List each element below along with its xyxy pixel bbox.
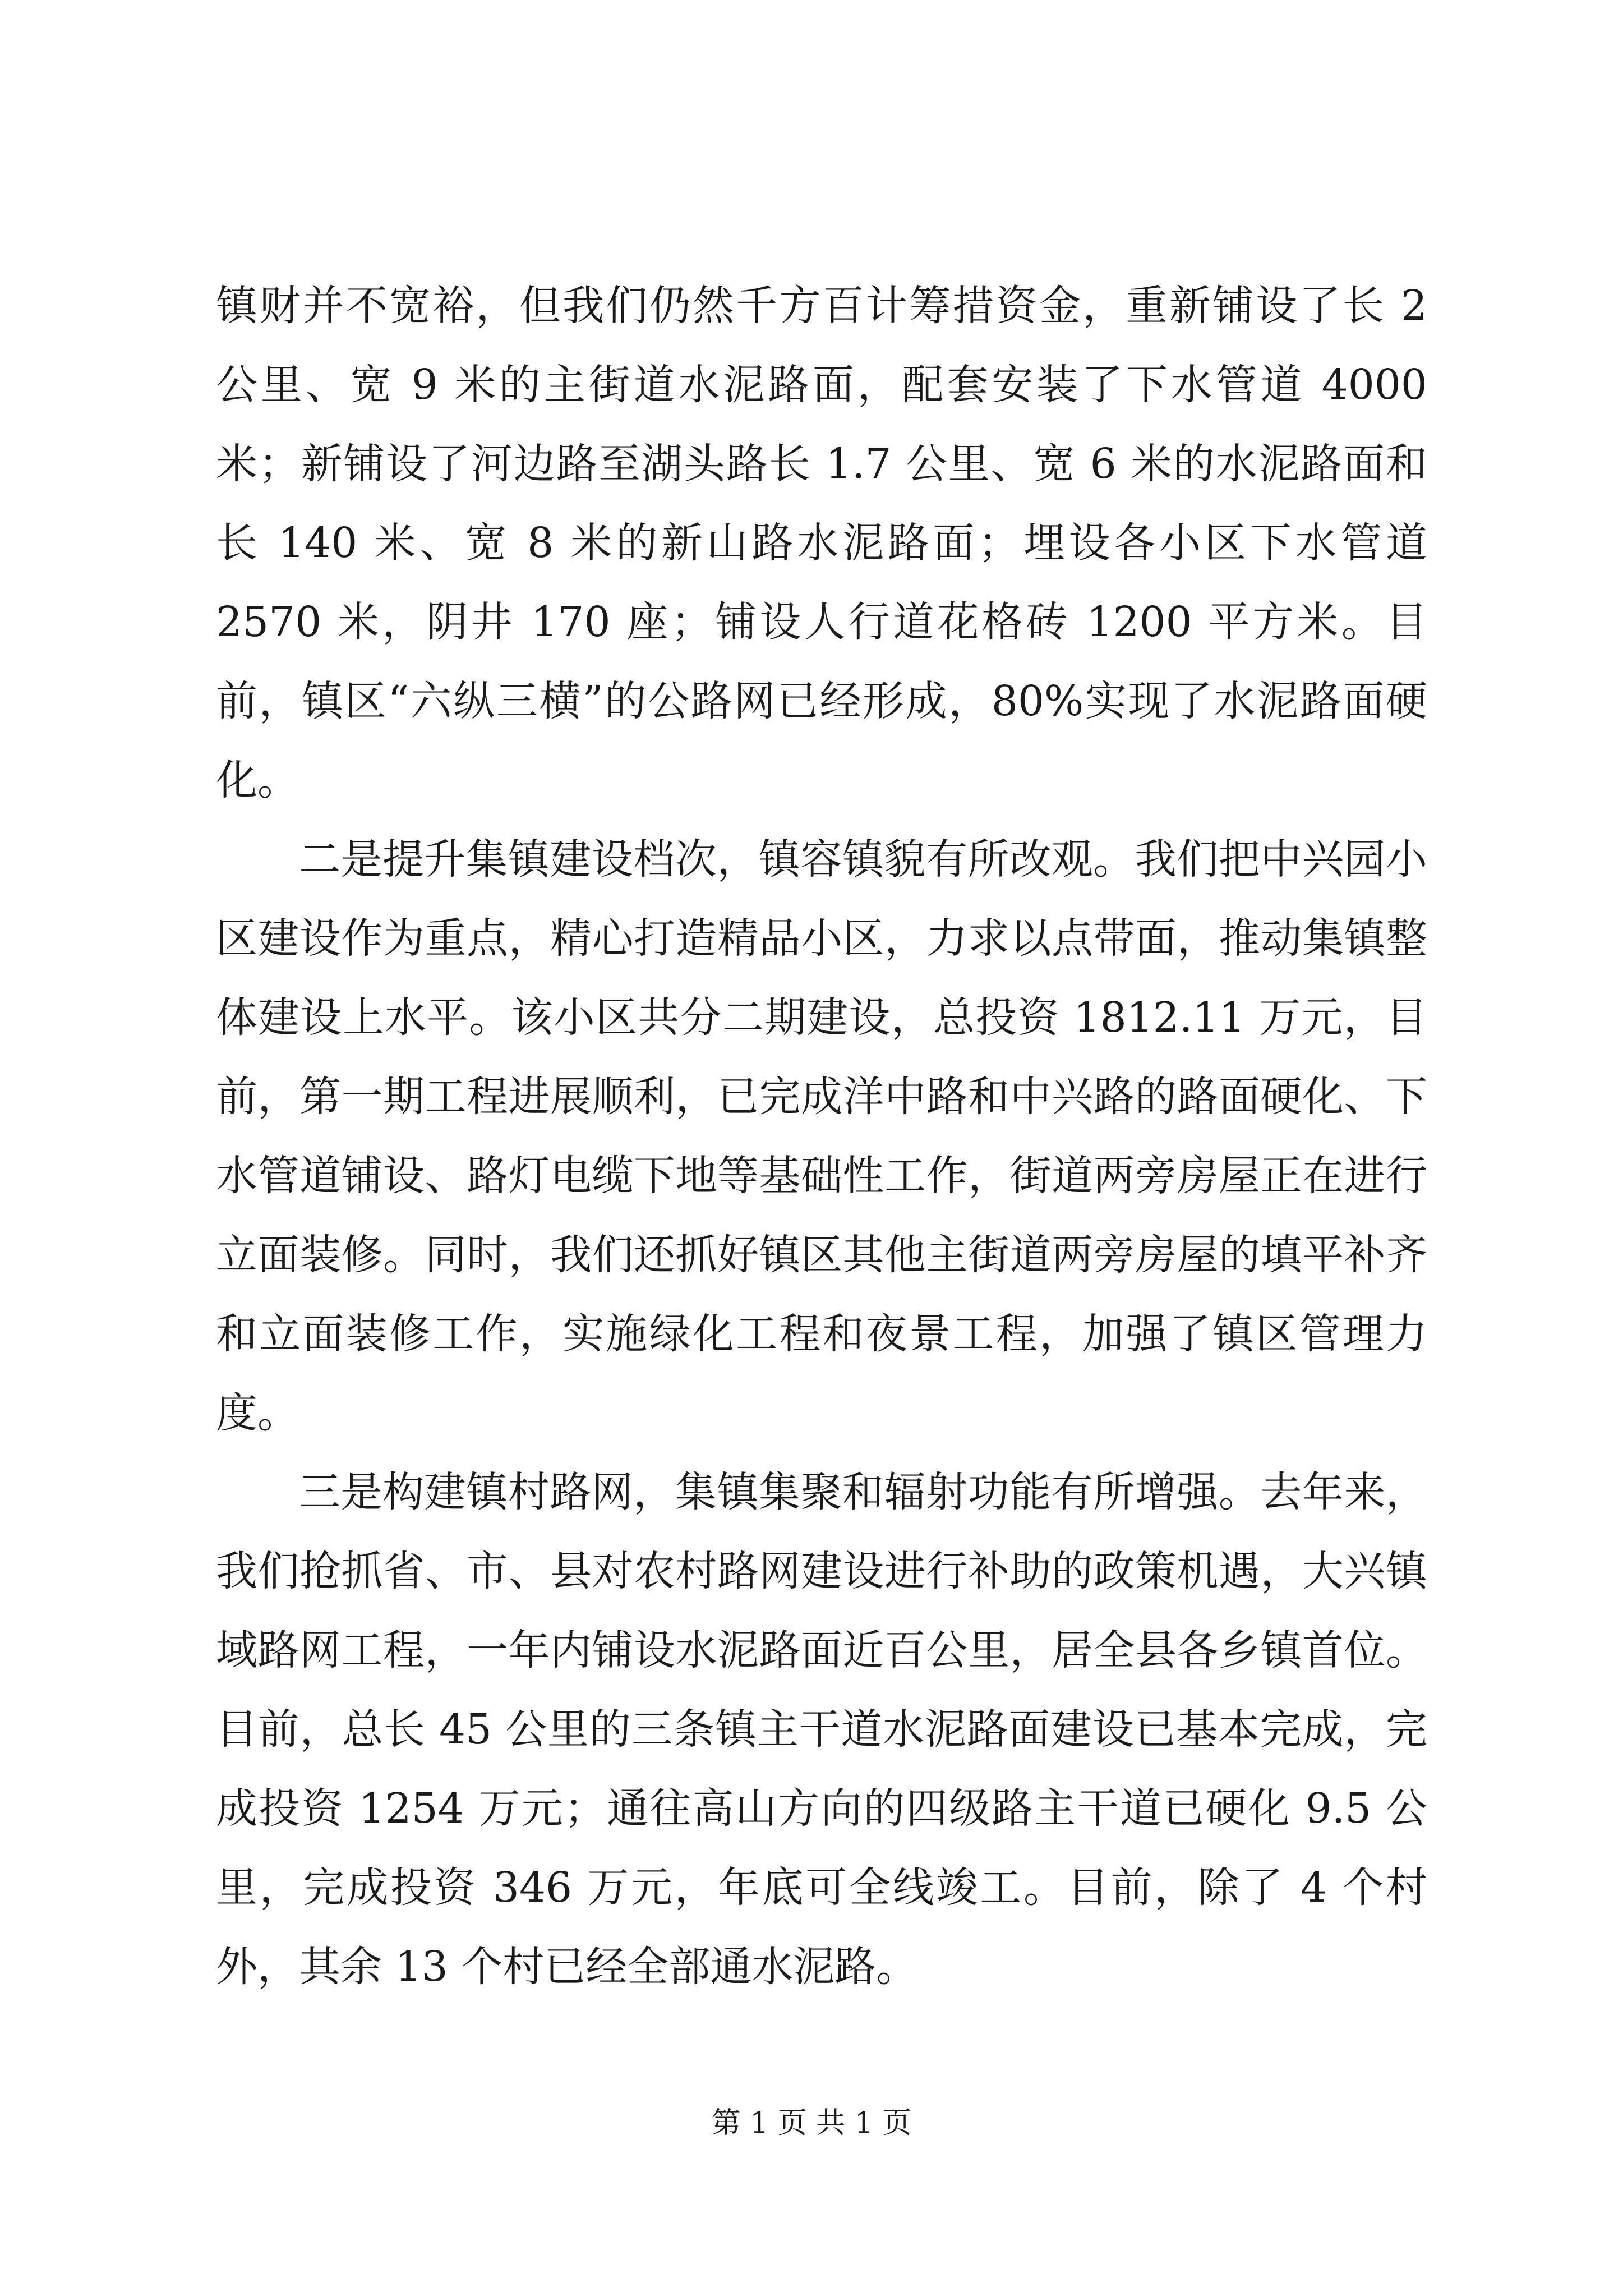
document-body	[216, 266, 1427, 2007]
paragraph-1: 镇财并不宽裕，但我们仍然千方百计筹措资金，重新铺设了长 2 公里、宽 9 米的主街道水泥路面，配套安装了下水管道 4000 米；新铺设了河边路至湖头路长 1.7 公里、宽 6 米的水泥路面和长 140 米、宽 8 米的新山路水泥路面；埋设各小区下水管道 2570 米，阴井 170 座；铺设人行道花格砖 1200 平方米。目前，镇区“六纵三横”的公路网已经形成，80%实现了水泥路面硬化。	[216, 282, 1427, 804]
paragraph-2: 二是提升集镇建设档次，镇容镇貌有所改观。我们把中兴园小区建设作为重点，精心打造精品小区，力求以点带面，推动集镇整体建设上水平。该小区共分二期建设，总投资 1812.11 万元，目前，第一期工程进展顺利，已完成洋中路和中兴路的路面硬化、下水管道铺设、路灯电缆下地等基础性工作，街道两旁房屋正在进行立面装修。同时，我们还抓好镇区其他主街道两旁房屋的填平补齐和立面装修工作，实施绿化工程和夜景工程，加强了镇区管理力度。	[216, 835, 1427, 1437]
paragraph-3: 三是构建镇村路网，集镇集聚和辐射功能有所增强。去年来，我们抢抓省、市、县对农村路网建设进行补助的政策机遇，大兴镇域路网工程，一年内铺设水泥路面近百公里，居全县各乡镇首位。目前，总长 45 公里的三条镇主干道水泥路面建设已基本完成，完成投资 1254 万元；通往高山方向的四级路主干道已硬化 9.5 公里，完成投资 346 万元，年底可全线竣工。目前，除了 4 个村外，其余 13 个村已经全部通水泥路。	[216, 1468, 1427, 1991]
page-footer: 第 1 页 共 1 页	[711, 2106, 912, 2140]
